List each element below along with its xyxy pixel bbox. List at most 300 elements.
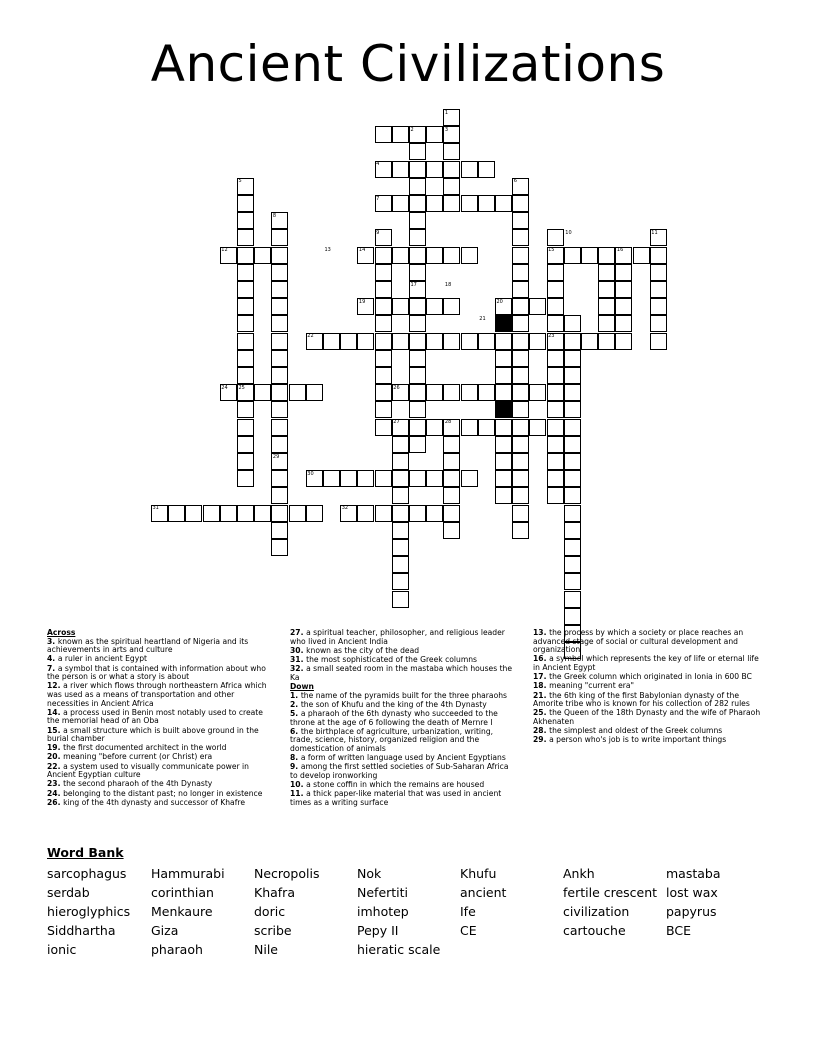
crossword-cell[interactable] [271, 487, 288, 504]
crossword-cell[interactable] [512, 247, 529, 264]
crossword-cell[interactable] [512, 453, 529, 470]
crossword-cell[interactable] [271, 229, 288, 246]
crossword-cell[interactable] [495, 384, 512, 401]
crossword-cell[interactable] [443, 161, 460, 178]
clue-number: 12 [221, 247, 228, 254]
crossword-cell[interactable] [271, 384, 288, 401]
crossword-cell[interactable] [392, 333, 409, 350]
crossword-cell[interactable] [392, 487, 409, 504]
crossword-cell[interactable] [392, 161, 409, 178]
word-bank-word: sarcophagus [47, 866, 127, 881]
crossword-cell[interactable] [615, 298, 632, 315]
word-bank-column [151, 864, 225, 959]
crossword-cell[interactable] [409, 505, 426, 522]
crossword-cell[interactable] [512, 419, 529, 436]
crossword-cell[interactable] [271, 264, 288, 281]
crossword-cell[interactable] [392, 298, 409, 315]
crossword-cell[interactable] [564, 384, 581, 401]
crossword-cell[interactable] [426, 298, 443, 315]
clue-number: 3 [444, 126, 449, 133]
crossword-cell[interactable] [237, 298, 254, 315]
crossword-cell[interactable] [237, 367, 254, 384]
word-bank-word: Necropolis [254, 866, 320, 881]
crossword-cell[interactable] [443, 333, 460, 350]
crossword-cell[interactable] [564, 315, 581, 332]
crossword-cell[interactable] [443, 178, 460, 195]
crossword-cell[interactable] [478, 384, 495, 401]
crossword-cell[interactable] [461, 384, 478, 401]
clue-item: 16. a symbol which represents the key of life or eternal life in Ancient Egypt [533, 654, 759, 672]
crossword-cell[interactable] [512, 195, 529, 212]
page-title: Ancient Civilizations [150, 35, 666, 93]
crossword-cell[interactable] [512, 384, 529, 401]
clues-column-2 [290, 629, 516, 808]
crossword-cell[interactable] [409, 195, 426, 212]
crossword-cell[interactable] [392, 573, 409, 590]
crossword-cell[interactable] [512, 281, 529, 298]
crossword-cell[interactable] [598, 247, 615, 264]
crossword-cell[interactable] [375, 384, 392, 401]
crossword-cell[interactable] [547, 487, 564, 504]
clue-item: 19. the first documented architect in the world [47, 743, 227, 753]
crossword-cell[interactable] [615, 315, 632, 332]
crossword-cell[interactable] [392, 522, 409, 539]
crossword-cell[interactable] [512, 315, 529, 332]
clue-item: 22. a system used to visually communicate power in Ancient Egyptian culture [47, 761, 249, 780]
crossword-cell[interactable] [409, 350, 426, 367]
crossword-cell[interactable] [340, 470, 357, 487]
crossword-cell[interactable] [650, 333, 667, 350]
crossword-cell[interactable] [237, 419, 254, 436]
crossword-cell[interactable] [443, 453, 460, 470]
crossword-cell[interactable] [564, 556, 581, 573]
word-bank-word: serdab [47, 885, 90, 900]
crossword-cell[interactable] [306, 505, 323, 522]
crossword-cell[interactable] [512, 487, 529, 504]
crossword-cell[interactable] [392, 591, 409, 608]
crossword-cell[interactable] [495, 401, 512, 418]
crossword-cell[interactable] [271, 419, 288, 436]
crossword-cell[interactable] [581, 247, 598, 264]
crossword-cell[interactable] [564, 350, 581, 367]
crossword-cell[interactable] [529, 333, 546, 350]
crossword-cell[interactable] [564, 419, 581, 436]
clue-number: 14 [358, 247, 366, 254]
crossword-cell[interactable] [443, 384, 460, 401]
clue-number: 16 [616, 247, 624, 254]
crossword-cell[interactable] [271, 436, 288, 453]
word-bank-word: Ife [460, 904, 476, 919]
crossword-cell[interactable] [409, 401, 426, 418]
crossword-cell[interactable] [443, 143, 460, 160]
crossword-cell[interactable] [237, 315, 254, 332]
crossword-cell[interactable] [271, 298, 288, 315]
crossword-cell[interactable] [409, 264, 426, 281]
crossword-cell[interactable] [409, 315, 426, 332]
word-bank-title: Word Bank [47, 845, 124, 860]
crossword-cell[interactable] [512, 470, 529, 487]
word-bank-word: Ankh [563, 866, 595, 881]
crossword-cell[interactable] [357, 333, 374, 350]
crossword-cell[interactable] [650, 247, 667, 264]
crossword-cell[interactable] [512, 333, 529, 350]
crossword-cell[interactable] [271, 401, 288, 418]
clue-number: 8 [272, 212, 277, 219]
crossword-cell[interactable] [461, 470, 478, 487]
crossword-cell[interactable] [392, 539, 409, 556]
crossword-cell[interactable] [409, 333, 426, 350]
crossword-cell[interactable] [375, 419, 392, 436]
crossword-cell[interactable] [564, 573, 581, 590]
crossword-cell[interactable] [392, 505, 409, 522]
crossword-cell[interactable] [547, 264, 564, 281]
word-bank-word: cartouche [563, 923, 626, 938]
crossword-cell[interactable] [564, 247, 581, 264]
crossword-cell[interactable] [392, 436, 409, 453]
crossword-cell[interactable] [357, 470, 374, 487]
crossword-cell[interactable] [478, 333, 495, 350]
clue-number: 23 [548, 333, 555, 340]
clue-number: 4 [376, 161, 380, 168]
crossword-cell[interactable] [375, 367, 392, 384]
crossword-cell[interactable] [271, 247, 288, 264]
word-bank-word: Nok [357, 866, 382, 881]
crossword-cell[interactable] [495, 487, 512, 504]
clue-item: 26. king of the 4th dynasty and successor of Khafre [47, 797, 245, 807]
crossword-cell[interactable] [426, 384, 443, 401]
crossword-cell[interactable] [340, 333, 357, 350]
crossword-cell[interactable] [461, 333, 478, 350]
crossword-cell[interactable] [271, 539, 288, 556]
crossword-cell[interactable] [237, 401, 254, 418]
crossword-cell[interactable] [564, 522, 581, 539]
crossword-cell[interactable] [547, 367, 564, 384]
crossword-cell[interactable] [375, 505, 392, 522]
crossword-cell[interactable] [650, 298, 667, 315]
crossword-cell[interactable] [495, 470, 512, 487]
crossword-cell[interactable] [564, 401, 581, 418]
clue-number: 22 [307, 333, 314, 340]
crossword-cell[interactable] [409, 470, 426, 487]
crossword-cell[interactable] [547, 470, 564, 487]
crossword-cell[interactable] [237, 264, 254, 281]
word-bank-word: fertile crescent [563, 885, 658, 900]
crossword-cell[interactable] [237, 229, 254, 246]
crossword-cell[interactable] [409, 298, 426, 315]
crossword-cell[interactable] [409, 161, 426, 178]
crossword-cell[interactable] [409, 229, 426, 246]
crossword-cell[interactable] [392, 195, 409, 212]
crossword-cell[interactable] [392, 247, 409, 264]
crossword-cell[interactable] [495, 333, 512, 350]
crossword-cell[interactable] [203, 505, 220, 522]
clue-number: 24 [221, 384, 228, 391]
crossword-cell[interactable] [443, 247, 460, 264]
clue-number: 21 [479, 315, 486, 322]
clue-item: 11. a thick paper-like material that was used in ancient times as a writing surface [290, 789, 502, 807]
crossword-cell[interactable] [650, 315, 667, 332]
crossword-cell[interactable] [512, 350, 529, 367]
crossword-cell[interactable] [375, 298, 392, 315]
crossword-cell[interactable] [461, 247, 478, 264]
crossword-cell[interactable] [633, 247, 650, 264]
crossword-cell[interactable] [478, 419, 495, 436]
crossword-cell[interactable] [564, 487, 581, 504]
crossword-cell[interactable] [237, 333, 254, 350]
word-bank-word: imhotep [357, 904, 409, 919]
crossword-cell[interactable] [495, 453, 512, 470]
word-bank-word: Giza [151, 923, 179, 938]
crossword-cell[interactable] [598, 264, 615, 281]
clue-number: 13 [324, 247, 331, 254]
word-bank-word: Khufu [460, 866, 497, 881]
crossword-cell[interactable] [426, 505, 443, 522]
word-bank-column [47, 864, 130, 959]
crossword-cell[interactable] [237, 281, 254, 298]
crossword-cell[interactable] [547, 384, 564, 401]
crossword-cell[interactable] [409, 178, 426, 195]
clue-number: 9 [376, 229, 380, 236]
crossword-cell[interactable] [547, 229, 564, 246]
crossword-cell[interactable] [375, 126, 392, 143]
crossword-cell[interactable] [443, 436, 460, 453]
crossword-cell[interactable] [271, 367, 288, 384]
crossword-cell[interactable] [598, 315, 615, 332]
crossword-cell[interactable] [478, 161, 495, 178]
word-bank-word: ancient [460, 885, 507, 900]
crossword-cell[interactable] [237, 350, 254, 367]
crossword-cell[interactable] [271, 281, 288, 298]
crossword-cell[interactable] [461, 195, 478, 212]
word-bank-word: papyrus [666, 904, 717, 919]
crossword-cell[interactable] [409, 384, 426, 401]
crossword-cell[interactable] [495, 195, 512, 212]
crossword-cell[interactable] [547, 453, 564, 470]
word-bank-word: civilization [563, 904, 630, 919]
clue-item: 8. a form of written language used by Ancient Egyptians [290, 753, 506, 763]
crossword-cell[interactable] [254, 247, 271, 264]
crossword-cell[interactable] [581, 333, 598, 350]
clue-item: 15. a small structure which is built above ground in the burial chamber [47, 725, 259, 744]
crossword-cell[interactable] [529, 419, 546, 436]
crossword-cell[interactable] [392, 453, 409, 470]
crossword-cell[interactable] [237, 436, 254, 453]
clue-item: 13. the process by which a society or place reaches an advanced stage of social or cultural development and organization [533, 628, 744, 655]
clue-number: 19 [358, 298, 366, 305]
crossword-cell[interactable] [271, 522, 288, 539]
crossword-cell[interactable] [529, 298, 546, 315]
clue-item: 25. the Queen of the 18th Dynasty and the wife of Pharaoh Akhenaten [533, 708, 761, 726]
crossword-cell[interactable] [237, 453, 254, 470]
word-bank-column [563, 864, 657, 940]
crossword-cell[interactable] [547, 436, 564, 453]
crossword-cell[interactable] [237, 212, 254, 229]
clue-item: 32. a small seated room in the mastaba which houses the Ka [290, 664, 513, 682]
crossword-cell[interactable] [426, 419, 443, 436]
crossword-cell[interactable] [564, 333, 581, 350]
crossword-cell[interactable] [375, 470, 392, 487]
crossword-cell[interactable] [357, 505, 374, 522]
word-bank-word: BCE [666, 923, 691, 938]
crossword-cell[interactable] [271, 470, 288, 487]
crossword-cell[interactable] [375, 264, 392, 281]
crossword-cell[interactable] [547, 298, 564, 315]
clue-item: 23. the second pharaoh of the 4th Dynasty [47, 779, 213, 789]
crossword-cell[interactable] [650, 281, 667, 298]
clue-item: 9. among the first settled societies of Sub-Saharan Africa to develop ironworking [290, 762, 509, 780]
word-bank-word: mastaba [666, 866, 721, 881]
crossword-cell[interactable] [547, 401, 564, 418]
clue-item: 21. the 6th king of the first Babylonian dynasty of the Amorite tribe who is known for his collection of 282 rules [533, 690, 750, 709]
crossword-cell[interactable] [237, 505, 254, 522]
clue-item: 6. the birthplace of agriculture, urbanization, writing, trade, science, history, organized religion and the domestication of animals [290, 726, 494, 753]
crossword-cell[interactable] [512, 505, 529, 522]
crossword-cell[interactable] [443, 505, 460, 522]
crossword-cell[interactable] [564, 470, 581, 487]
crossword-cell[interactable] [443, 298, 460, 315]
crossword-cell[interactable] [271, 350, 288, 367]
word-bank-word: hieratic scale [357, 942, 441, 957]
crossword-cell[interactable] [547, 315, 564, 332]
crossword-cell[interactable] [375, 350, 392, 367]
crossword-cell[interactable] [478, 195, 495, 212]
crossword-cell[interactable] [529, 384, 546, 401]
crossword-cell[interactable] [426, 161, 443, 178]
crossword-cell[interactable] [495, 436, 512, 453]
crossword-cell[interactable] [650, 264, 667, 281]
clue-item: 27. a spiritual teacher, philosopher, and religious leader who lived in Ancient India [290, 628, 505, 646]
crossword-cell[interactable] [426, 470, 443, 487]
crossword-cell[interactable] [512, 229, 529, 246]
crossword-cell[interactable] [512, 367, 529, 384]
clue-item: 14. a process used in Benin most notably used to create the memorial head of an Oba [47, 707, 263, 726]
crossword-cell[interactable] [392, 470, 409, 487]
crossword-cell[interactable] [306, 384, 323, 401]
crossword-cell[interactable] [375, 281, 392, 298]
crossword-cell[interactable] [409, 143, 426, 160]
clue-number: 5 [238, 178, 242, 185]
word-bank-column [666, 864, 721, 940]
crossword-cell[interactable] [426, 333, 443, 350]
crossword-cell[interactable] [547, 419, 564, 436]
crossword-cell[interactable] [512, 401, 529, 418]
crossword-cell[interactable] [495, 315, 512, 332]
crossword-cell[interactable] [615, 281, 632, 298]
clue-number: 15 [548, 247, 555, 254]
crossword-cell[interactable] [598, 298, 615, 315]
clue-item: 4. a ruler in ancient Egypt [47, 654, 148, 664]
crossword-cell[interactable] [564, 453, 581, 470]
crossword-cell[interactable] [409, 367, 426, 384]
crossword-cell[interactable] [461, 419, 478, 436]
crossword-cell[interactable] [461, 161, 478, 178]
crossword-cell[interactable] [289, 505, 306, 522]
crossword-cell[interactable] [323, 470, 340, 487]
crossword-cell[interactable] [271, 505, 288, 522]
crossword-cell[interactable] [443, 470, 460, 487]
crossword-cell[interactable] [547, 281, 564, 298]
crossword-cell[interactable] [392, 126, 409, 143]
crossword-cell[interactable] [409, 436, 426, 453]
crossword-cell[interactable] [254, 505, 271, 522]
crossword-cell[interactable] [564, 436, 581, 453]
crossword-cell[interactable] [271, 315, 288, 332]
crossword-cell[interactable] [564, 539, 581, 556]
clue-item: 10. a stone coffin in which the remains are housed [290, 780, 485, 790]
crossword-cell[interactable] [220, 505, 237, 522]
clue-number: 2 [410, 126, 414, 133]
crossword-cell[interactable] [547, 350, 564, 367]
crossword-cell[interactable] [409, 212, 426, 229]
crossword-cell[interactable] [392, 556, 409, 573]
crossword-cell[interactable] [375, 401, 392, 418]
crossword-cell[interactable] [426, 126, 443, 143]
clues-column-3 [533, 629, 765, 745]
crossword-cell[interactable] [375, 315, 392, 332]
clue-number: 28 [444, 419, 452, 426]
crossword-cell[interactable] [512, 212, 529, 229]
clue-number: 11 [651, 229, 658, 236]
crossword-cell[interactable] [443, 522, 460, 539]
crossword-cell[interactable] [598, 281, 615, 298]
crossword-cell[interactable] [512, 298, 529, 315]
crossword-cell[interactable] [615, 264, 632, 281]
crossword-cell[interactable] [495, 350, 512, 367]
crossword-cell[interactable] [375, 333, 392, 350]
clue-number: 25 [238, 384, 245, 391]
crossword-cell[interactable] [564, 591, 581, 608]
clue-number: 26 [393, 384, 400, 391]
crossword-cell[interactable] [409, 247, 426, 264]
crossword-cell[interactable] [323, 333, 340, 350]
crossword-cell[interactable] [409, 419, 426, 436]
crossword-cell[interactable] [443, 487, 460, 504]
crossword-cell[interactable] [512, 436, 529, 453]
clue-item: 24. belonging to the distant past; no longer in existence [47, 788, 263, 798]
crossword-cell[interactable] [237, 195, 254, 212]
crossword-cell[interactable] [375, 247, 392, 264]
crossword-cell[interactable] [254, 384, 271, 401]
crossword-cell[interactable] [495, 367, 512, 384]
clue-number: 10 [565, 229, 572, 236]
crossword-cell[interactable] [443, 195, 460, 212]
clue-item: 29. a person who's job is to write important things [533, 735, 727, 745]
crossword-cell[interactable] [426, 195, 443, 212]
crossword-cell[interactable] [512, 264, 529, 281]
crossword-cell[interactable] [271, 333, 288, 350]
crossword-cell[interactable] [615, 333, 632, 350]
crossword-cell[interactable] [564, 367, 581, 384]
clue-item: 30. known as the city of the dead [290, 645, 420, 655]
crossword-cell[interactable] [185, 505, 202, 522]
crossword-cell[interactable] [495, 419, 512, 436]
crossword-cell[interactable] [564, 505, 581, 522]
crossword-cell[interactable] [237, 247, 254, 264]
word-bank-word: Nile [254, 942, 278, 957]
clue-number: 30 [307, 470, 314, 477]
crossword-cell[interactable] [237, 470, 254, 487]
crossword-cell[interactable] [564, 608, 581, 625]
crossword-cell[interactable] [168, 505, 185, 522]
crossword-cell[interactable] [598, 333, 615, 350]
word-bank-column [254, 864, 319, 959]
clue-number: 27 [393, 419, 400, 426]
crossword-cell[interactable] [289, 384, 306, 401]
word-bank-column [357, 864, 440, 959]
crossword-cell[interactable] [512, 522, 529, 539]
crossword-cell[interactable] [426, 247, 443, 264]
word-bank-word: pharaoh [151, 942, 203, 957]
